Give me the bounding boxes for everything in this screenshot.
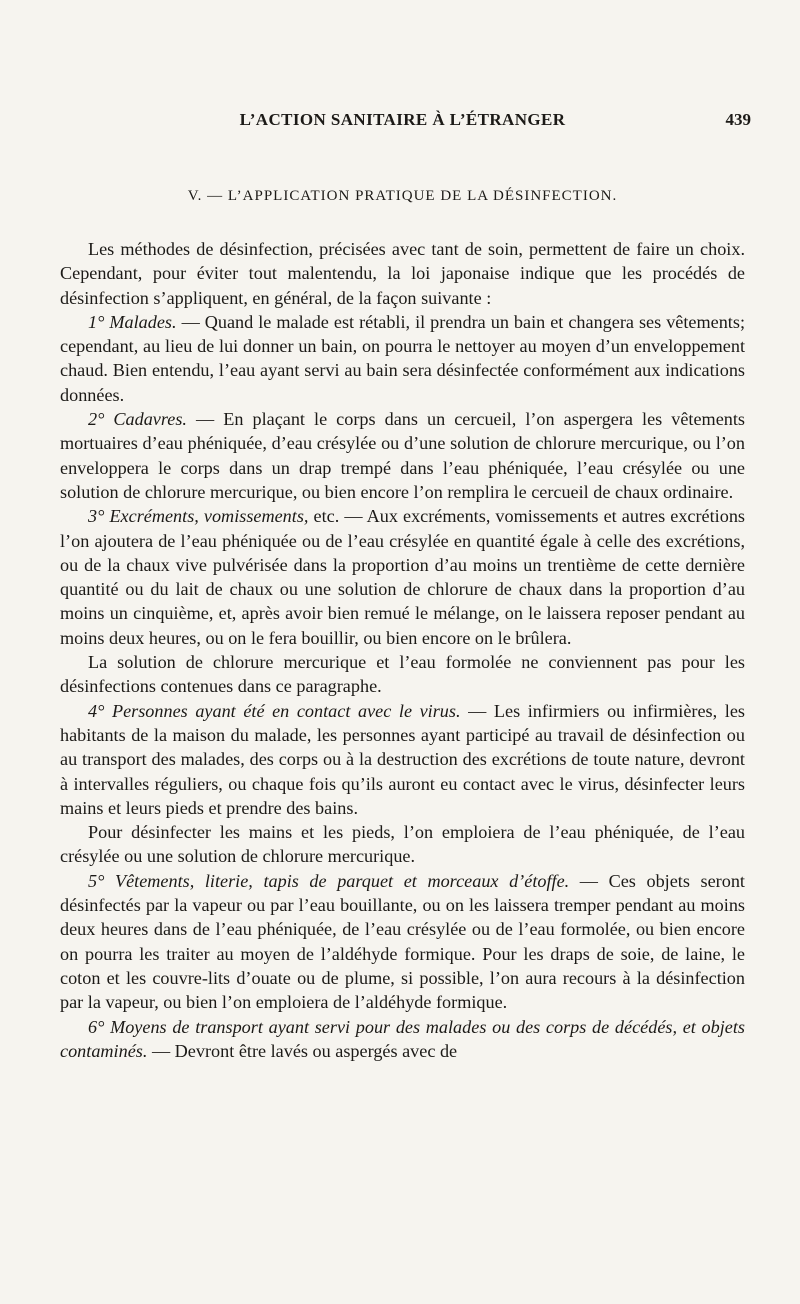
item-text: — Devront être lavés ou aspergés avec de xyxy=(147,1040,458,1061)
item-label: 6° Moyens de transport ayant servi pour des malades ou des corps de décédés, et objets contaminés. xyxy=(60,1016,745,1061)
item-label: 1° Malades. xyxy=(88,311,177,332)
paragraph-moyens-transport xyxy=(60,1015,745,1064)
item-text: etc. — Aux excréments, vomissements et autres excrétions l’on ajoutera de l’eau phéniquée ou de l’eau crésylée en quantité égale à celle des excrétions, ou de la chaux vive pulvérisée dans la proportion d’au moins un trentième de cette dernière quantité ou du lait de chaux ou une solution de chlorure de chaux dans la proportion d’au moins un cinquième, et, après avoir bien remué le mélange, on le laissera reposer pendant au moins deux heures, ou on le fera bouillir, ou bien encore on le brûlera. xyxy=(60,506,746,648)
paragraph-personnes xyxy=(60,699,745,820)
paragraph-solution-note: La solution de chlorure mercurique et l’eau formolée ne conviennent pas pour les désinfections contenues dans ce paragraphe. xyxy=(60,652,745,697)
paragraph-malades xyxy=(60,310,745,407)
paragraph-cadavres xyxy=(60,407,745,504)
item-text: — Quand le malade est rétabli, il prendra un bain et changera ses vêtements; cependant, au lieu de lui donner un bain, on pourra le nettoyer au moyen d’un enveloppement chaud. Bien entendu, l’eau ayant servi au bain sera désinfectée conformément aux indications données. xyxy=(60,311,745,405)
item-text: — Les infirmiers ou infirmières, les habitants de la maison du malade, les personnes ayant participé au travail de désinfection ou au transport des malades, des corps ou à la destruction des excrétions de toute nature, devront à intervalles réguliers, ou chaque fois qu’ils auront eu contact avec le virus, désinfecter leurs mains et leurs pieds et prendre des bains. xyxy=(60,700,745,818)
body-text xyxy=(60,237,745,1063)
running-title: L’ACTION SANITAIRE À L’ÉTRANGER xyxy=(239,110,566,129)
item-text: — En plaçant le corps dans un cercueil, l’on aspergera les vêtements mortuaires d’eau phéniquée, d’eau crésylée ou d’une solution de chlorure mercurique, ou l’on enveloppera le corps dans un drap trempé dans l’eau phéniquée, l’eau crésylée ou une solution de chlorure mercurique, ou bien encore l’on remplira le cercueil de chaux ordinaire. xyxy=(60,409,745,502)
paragraph-mains-pieds: Pour désinfecter les mains et les pieds, l’on emploiera de l’eau phéniquée, de l’eau crésylée ou une solution de chlorure mercurique. xyxy=(60,822,745,867)
running-header xyxy=(60,100,751,140)
paragraph-vetements xyxy=(60,869,745,1015)
item-label: 2° Cadavres. xyxy=(88,409,187,430)
item-label: 3° Excréments, vomissements, xyxy=(88,506,309,527)
item-label: 5° Vêtements, literie, tapis de parquet et morceaux d’étoffe. xyxy=(88,870,570,891)
paragraph-excrements xyxy=(60,504,745,650)
item-text: — Ces objets seront désinfectés par la vapeur ou par l’eau bouillante, ou on les laissera tremper pendant au moins deux heures dans de l’eau phéniquée, de l’eau crésylée ou de l’eau formolée, ou bien encore on pourra les traiter au moyen de l’aldéhyde formique. Pour les draps de soie, de laine, le coton et les couvre-lits d’ouate ou de plume, si possible, l’on aura recours à la désinfection par la vapeur, ou bien l’on emploiera de l’aldéhyde formique. xyxy=(60,870,745,1013)
document-page xyxy=(60,100,751,1063)
page-number: 439 xyxy=(725,110,751,129)
paragraph-intro: Les méthodes de désinfection, précisées avec tant de soin, permettent de faire un choix. Cependant, pour éviter tout malentendu, la loi japonaise indique que les procédés de désinfection s’appliquent, en général, de la façon suivante : xyxy=(60,239,745,308)
item-label: 4° Personnes ayant été en contact avec le virus. xyxy=(88,700,461,721)
section-heading: V. — L’APPLICATION PRATIQUE DE LA DÉSINFECTION. xyxy=(187,188,618,204)
